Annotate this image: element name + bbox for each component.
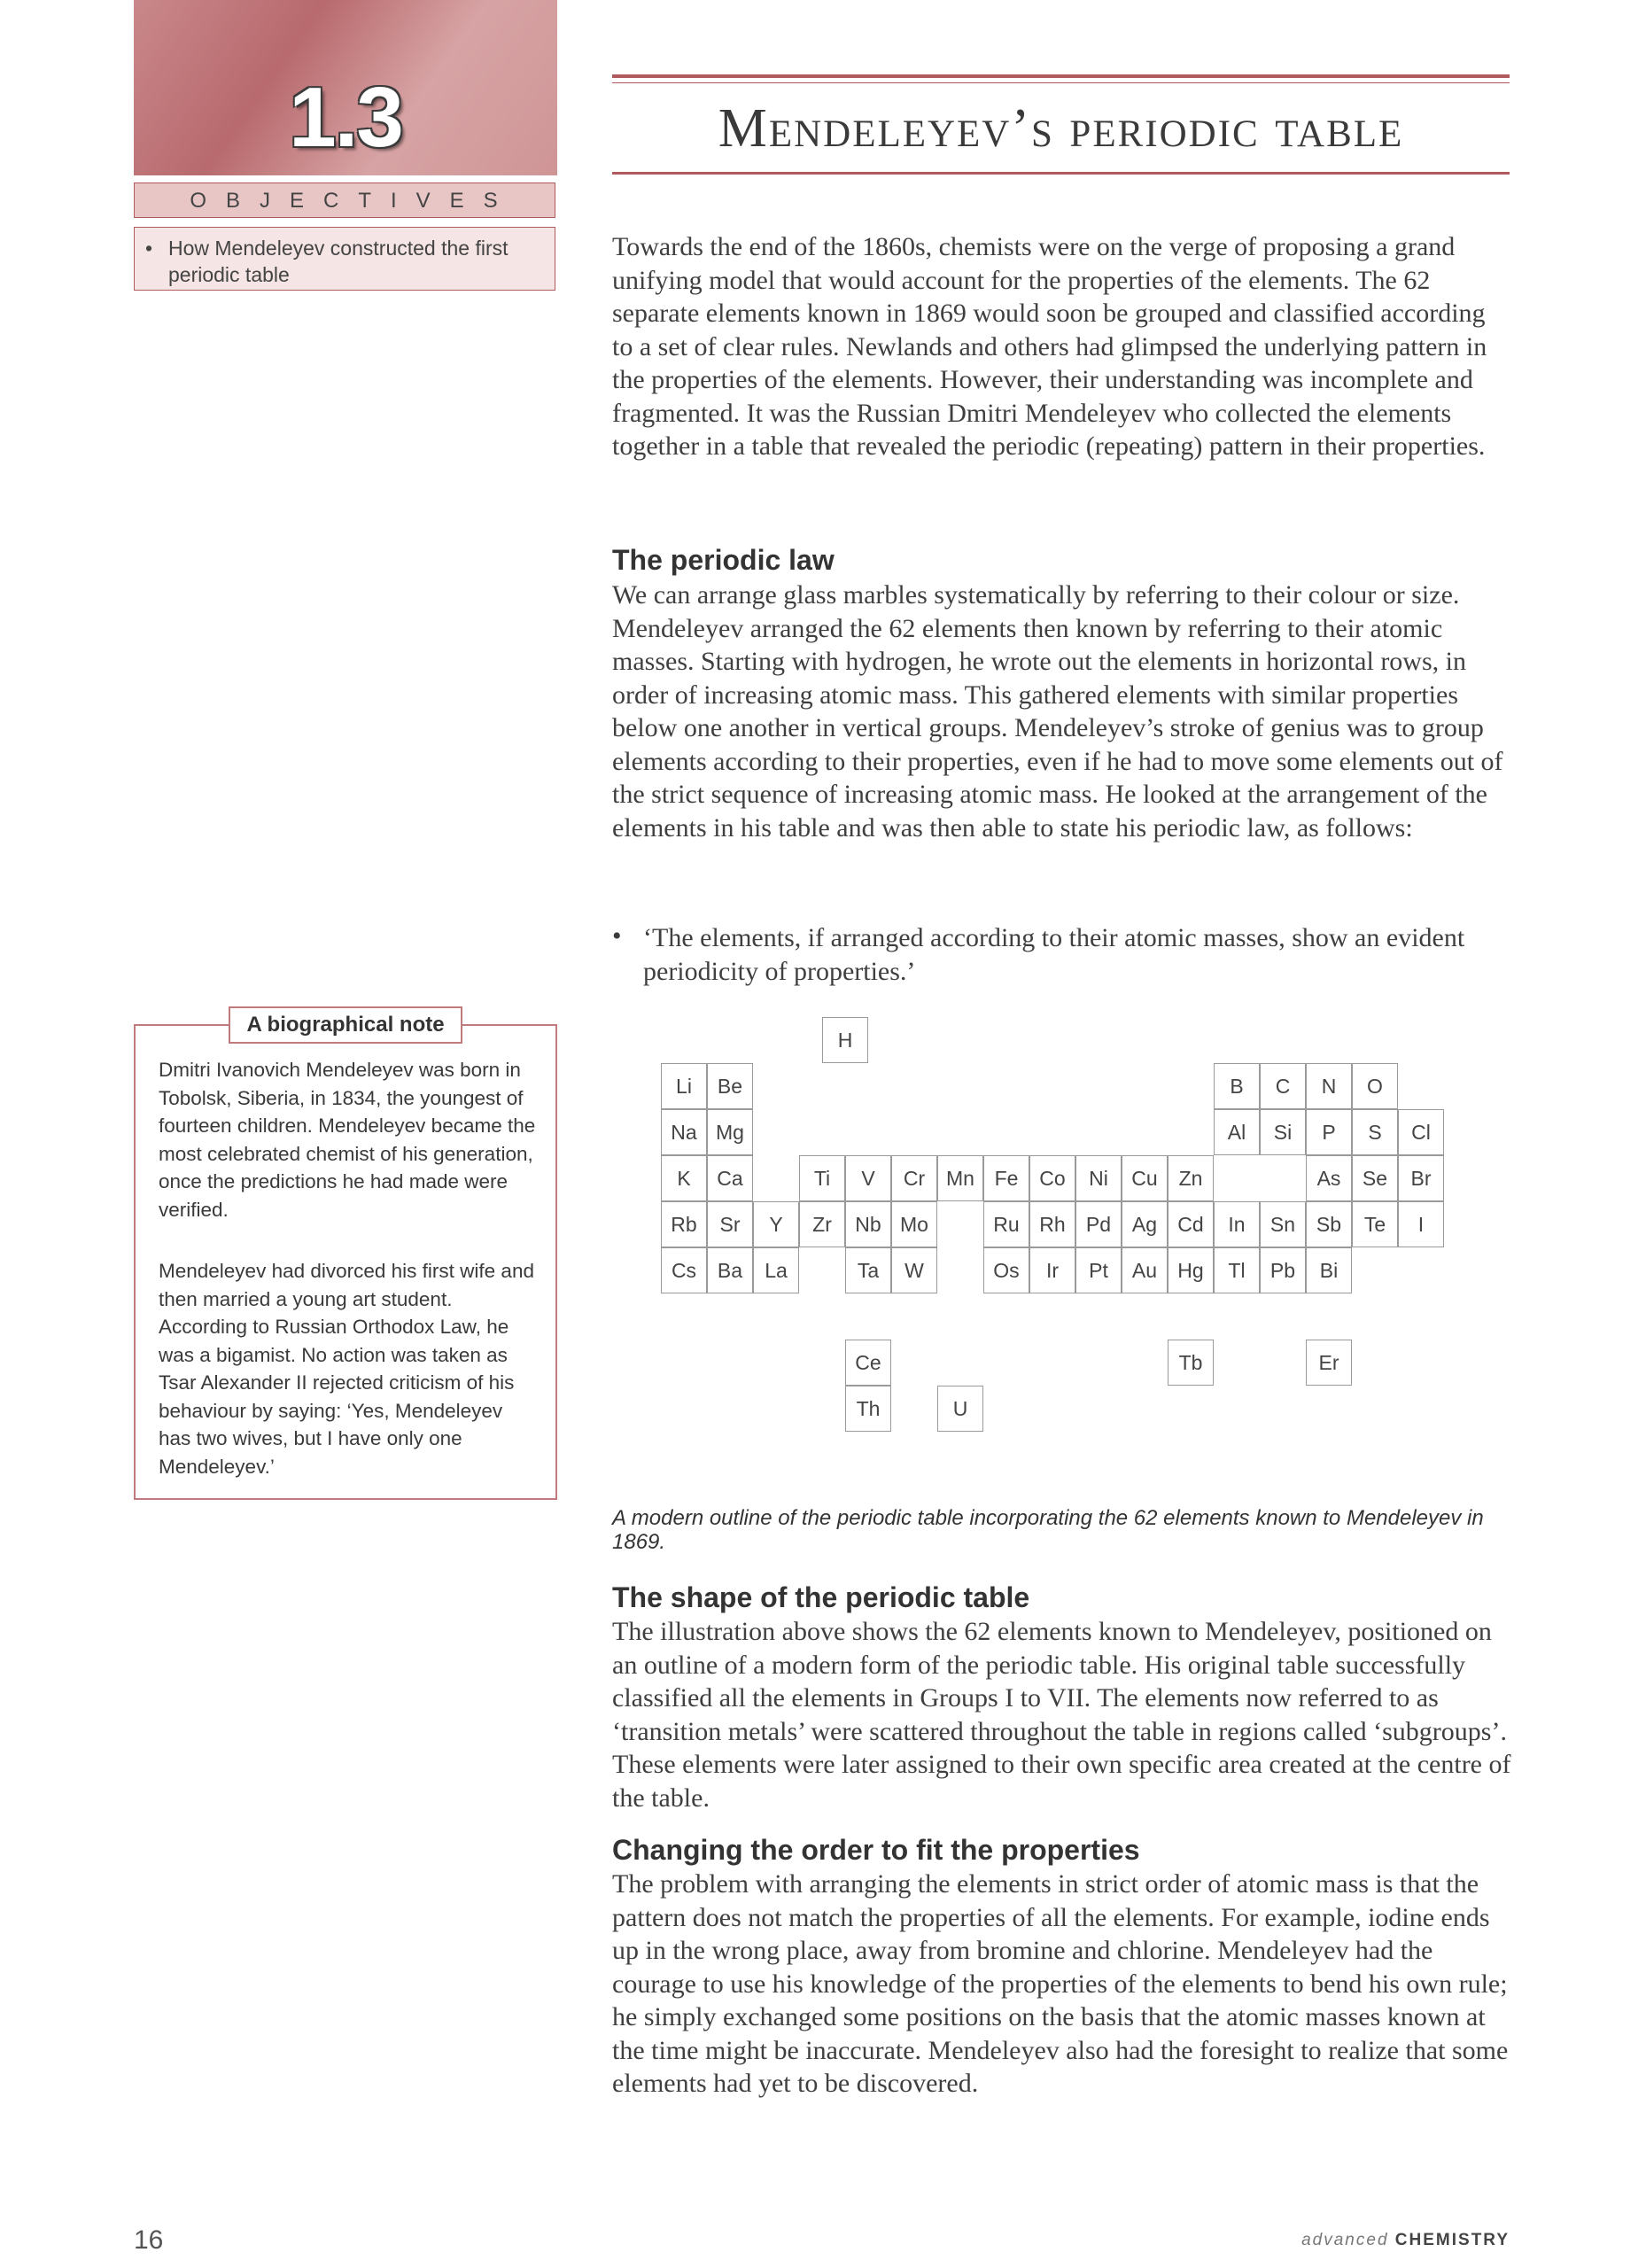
title-rule-top bbox=[612, 74, 1510, 78]
element-cell-tl: Tl bbox=[1214, 1247, 1260, 1293]
element-cell-cu: Cu bbox=[1122, 1155, 1168, 1201]
page-number: 16 bbox=[134, 2225, 164, 2255]
element-cell-i: I bbox=[1398, 1201, 1444, 1247]
element-cell-au: Au bbox=[1122, 1247, 1168, 1293]
footer-brand bbox=[1152, 2231, 1510, 2250]
bio-note-title: A biographical note bbox=[229, 1006, 462, 1044]
element-cell-os: Os bbox=[983, 1247, 1029, 1293]
element-cell-mo: Mo bbox=[891, 1201, 937, 1247]
element-cell-ca: Ca bbox=[707, 1155, 753, 1201]
element-cell-ru: Ru bbox=[983, 1201, 1029, 1247]
title-rule-top-thin bbox=[612, 82, 1510, 83]
element-cell-rh: Rh bbox=[1029, 1201, 1075, 1247]
periodic-law-heading: The periodic law bbox=[612, 544, 835, 576]
section-badge bbox=[134, 0, 557, 175]
element-cell-ir: Ir bbox=[1029, 1247, 1075, 1293]
section-number: 1.3 bbox=[289, 70, 402, 165]
order-heading: Changing the order to fit the properties bbox=[612, 1834, 1140, 1866]
element-cell-cs: Cs bbox=[661, 1247, 707, 1293]
element-cell-as: As bbox=[1306, 1155, 1352, 1201]
element-cell-li: Li bbox=[661, 1063, 707, 1109]
element-cell-pb: Pb bbox=[1260, 1247, 1306, 1293]
element-cell-nb: Nb bbox=[845, 1201, 891, 1247]
element-cell-n: N bbox=[1306, 1063, 1352, 1109]
bullet-icon: • bbox=[612, 921, 622, 951]
element-cell-ce: Ce bbox=[845, 1340, 891, 1386]
element-cell-w: W bbox=[891, 1247, 937, 1293]
element-cell-pd: Pd bbox=[1075, 1201, 1122, 1247]
bio-note-paragraph: Mendeleyev had divorced his first wife and then married a young art student. According to Russian Orthodox Law, he was a bigamist. No action was taken as Tsar Alexander II rejected criticism of his behaviour by saying: ‘Yes, Mendeleyev has two wives, but I have only one Mendeleyev.’ bbox=[159, 1260, 534, 1478]
element-cell-zn: Zn bbox=[1168, 1155, 1214, 1201]
intro-paragraph: Towards the end of the 1860s, chemists were on the verge of proposing a grand unifying model that would account for the properties of the elements. The 62 separate elements known in 1869 would soon be grouped and classified according to a set of clear rules. Newlands and others had glimpsed the underlying pattern in the properties of the elements. However, their understanding was incomplete and fragmented. It was the Russian Dmitri Mendeleyev who collected the elements together in a table that revealed the periodic (repeating) pattern in their properties. bbox=[612, 232, 1487, 461]
element-cell-hg: Hg bbox=[1168, 1247, 1214, 1293]
page-title: Mendeleyev’s periodic table bbox=[718, 98, 1404, 159]
element-cell-cd: Cd bbox=[1168, 1201, 1214, 1247]
shape-paragraph: The illustration above shows the 62 elements known to Mendeleyev, positioned on an outline of a modern form of the periodic table. His original table successfully classified all the elements in Groups I to VII. The elements now referred to as ‘transition metals’ were scattered throughout the table in regions called ‘subgroups’. These elements were later assigned to their own specific area created at the centre of the table. bbox=[612, 1617, 1511, 1813]
element-cell-cl: Cl bbox=[1398, 1109, 1444, 1155]
element-cell-v: V bbox=[845, 1155, 891, 1201]
element-cell-ti: Ti bbox=[799, 1155, 845, 1201]
periodic-law-paragraph: We can arrange glass marbles systematically by referring to their colour or size. Mendeleyev arranged the 62 elements then known by referring to their atomic masses. Starting with hydrogen, he wrote out the elements in horizontal rows, in order of increasing atomic mass. This gathered elements with similar properties below one another in vertical groups. Mendeleyev’s stroke of genius was to group elements according to their properties, even if he had to move some elements out of the strict sequence of increasing atomic mass. He looked at the arrangement of the elements in his table and was then able to state his periodic law, as follows: bbox=[612, 580, 1503, 843]
element-cell-s: S bbox=[1352, 1109, 1398, 1155]
element-cell-fe: Fe bbox=[983, 1155, 1029, 1201]
footer-brand-name: CHEMISTRY bbox=[1394, 2231, 1510, 2249]
element-cell-si: Si bbox=[1260, 1109, 1306, 1155]
element-cell-bi: Bi bbox=[1306, 1247, 1352, 1293]
element-cell-br: Br bbox=[1398, 1155, 1444, 1201]
element-cell-ta: Ta bbox=[845, 1247, 891, 1293]
objective-item: How Mendeleyev constructed the first periodic table bbox=[168, 237, 509, 286]
element-cell-h: H bbox=[822, 1017, 868, 1063]
element-cell-o: O bbox=[1352, 1063, 1398, 1109]
bio-note-paragraph: Dmitri Ivanovich Mendeleyev was born in Tobolsk, Siberia, in 1834, the youngest of fourteen children. Mendeleyev became the most celebrated chemist of his generation, once the predictions he had made were verified. bbox=[159, 1059, 536, 1221]
element-cell-la: La bbox=[753, 1247, 799, 1293]
element-cell-er: Er bbox=[1306, 1340, 1352, 1386]
element-cell-cr: Cr bbox=[891, 1155, 937, 1201]
periodic-law-quote: ‘The elements, if arranged according to their atomic masses, show an evident periodicity of properties.’ bbox=[643, 923, 1465, 986]
element-cell-zr: Zr bbox=[799, 1201, 845, 1247]
objectives-header: OBJECTIVES bbox=[134, 183, 555, 218]
shape-heading: The shape of the periodic table bbox=[612, 1581, 1030, 1613]
element-cell-te: Te bbox=[1352, 1201, 1398, 1247]
element-cell-in: In bbox=[1214, 1201, 1260, 1247]
title-rule-bottom bbox=[612, 172, 1510, 175]
element-cell-co: Co bbox=[1029, 1155, 1075, 1201]
element-cell-c: C bbox=[1260, 1063, 1306, 1109]
objectives-box bbox=[134, 227, 555, 291]
element-cell-mg: Mg bbox=[707, 1109, 753, 1155]
element-cell-se: Se bbox=[1352, 1155, 1398, 1201]
element-cell-th: Th bbox=[845, 1386, 891, 1432]
element-cell-tb: Tb bbox=[1168, 1340, 1214, 1386]
figure-caption: A modern outline of the periodic table incorporating the 62 elements known to Mendeleyev in 1869. bbox=[612, 1506, 1484, 1554]
element-cell-ba: Ba bbox=[707, 1247, 753, 1293]
element-cell-mn: Mn bbox=[937, 1155, 983, 1201]
element-cell-k: K bbox=[661, 1155, 707, 1201]
element-cell-ni: Ni bbox=[1075, 1155, 1122, 1201]
element-cell-pt: Pt bbox=[1075, 1247, 1122, 1293]
element-cell-p: P bbox=[1306, 1109, 1352, 1155]
element-cell-be: Be bbox=[707, 1063, 753, 1109]
element-cell-sr: Sr bbox=[707, 1201, 753, 1247]
order-paragraph: The problem with arranging the elements in strict order of atomic mass is that the pattern does not match the properties of all the elements. For example, iodine ends up in the wrong place, away from bromine and chlorine. Mendeleyev had the courage to use his knowledge of the properties of the elements to bend his own rule; he simply exchanged some positions on the basis that the atomic masses known at the time might be inaccurate. Mendeleyev also had the foresight to realize that some elements had yet to be discovered. bbox=[612, 1869, 1509, 2098]
element-cell-u: U bbox=[937, 1386, 983, 1432]
element-cell-ag: Ag bbox=[1122, 1201, 1168, 1247]
periodic-table bbox=[661, 1017, 1458, 1478]
element-cell-na: Na bbox=[661, 1109, 707, 1155]
element-cell-rb: Rb bbox=[661, 1201, 707, 1247]
element-cell-sb: Sb bbox=[1306, 1201, 1352, 1247]
element-cell-sn: Sn bbox=[1260, 1201, 1306, 1247]
footer-brand-prefix: advanced bbox=[1301, 2231, 1389, 2249]
element-cell-al: Al bbox=[1214, 1109, 1260, 1155]
element-cell-b: B bbox=[1214, 1063, 1260, 1109]
element-cell-y: Y bbox=[753, 1201, 799, 1247]
bullet-icon: • bbox=[145, 237, 153, 260]
